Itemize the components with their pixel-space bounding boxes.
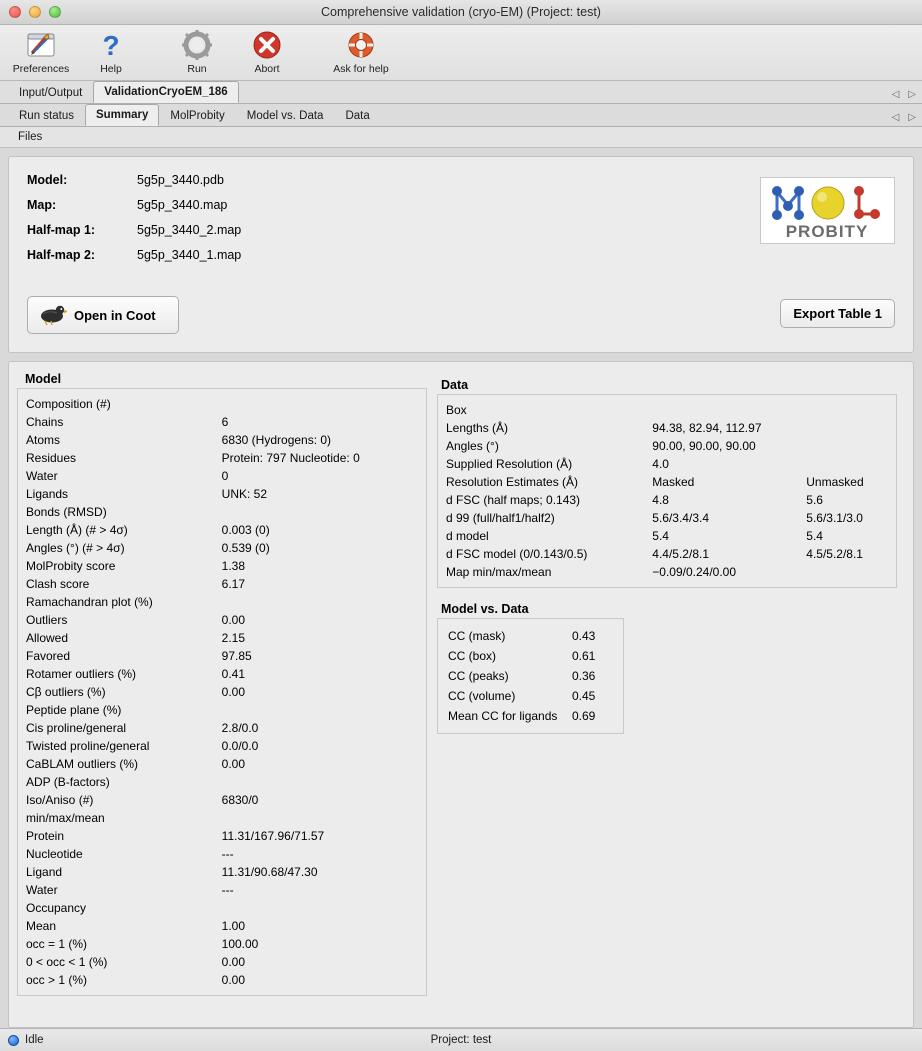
main-content: [0, 148, 922, 1028]
run-label: Run: [187, 63, 207, 75]
table-row: Rotamer outliers (%) 0.41: [26, 667, 246, 681]
tab-run-status[interactable]: Run status: [19, 110, 74, 122]
table-row: Mean CC for ligands 0.69: [448, 709, 596, 723]
data-table: [446, 401, 888, 581]
table-row: Angles (°) 90.00, 90.00, 90.00: [446, 439, 756, 453]
scroll-right-icon[interactable]: ▷: [908, 89, 916, 100]
table-row: ADP (B-factors): [26, 775, 110, 789]
half-map-1-label: Half-map 1:: [27, 223, 96, 237]
table-row: Favored 97.85: [26, 649, 252, 663]
scroll-left-icon[interactable]: ◁: [891, 112, 900, 123]
scroll-left-icon[interactable]: ◁: [891, 89, 900, 100]
table-row: Chains 6: [26, 415, 229, 429]
table-row: Water 0: [26, 469, 229, 483]
run-icon: [180, 28, 214, 62]
table-row: Mean 1.00: [26, 919, 246, 933]
tab-input-output[interactable]: Input/Output: [19, 87, 83, 99]
export-table-1-button[interactable]: Export Table 1: [780, 299, 895, 328]
table-row: MolProbity score 1.38: [26, 559, 246, 573]
map-file-value: 5g5p_3440.map: [137, 198, 228, 212]
right-column: [433, 372, 905, 1019]
files-label: Files: [18, 131, 43, 143]
window-title: Comprehensive validation (cryo-EM) (Project: test): [321, 5, 601, 19]
secondary-tabbar: [0, 104, 922, 127]
table-row: CC (mask) 0.43: [448, 629, 596, 643]
abort-button[interactable]: [232, 25, 302, 75]
table-row: Cis proline/general 2.8/0.0: [26, 721, 259, 735]
minimize-button[interactable]: [29, 6, 41, 18]
table-row: Supplied Resolution (Å) 4.0: [446, 457, 669, 471]
open-in-coot-label: Open in Coot: [74, 307, 156, 323]
half-map-1-value: 5g5p_3440_2.map: [137, 223, 242, 237]
table-row: d FSC model (0/0.143/0.5) 4.4/5.2/8.1 4.5/5.2/8.1: [446, 547, 863, 561]
preferences-label: Preferences: [12, 63, 70, 75]
tab-summary[interactable]: Summary: [85, 104, 159, 126]
primary-tabbar: [0, 81, 922, 104]
preferences-icon: [24, 28, 58, 62]
abort-icon: [250, 28, 284, 62]
run-button[interactable]: [162, 25, 232, 75]
model-table: [26, 395, 418, 989]
toolbar: [0, 25, 922, 81]
coot-bird-icon: [37, 302, 67, 329]
help-label: Help: [100, 63, 122, 75]
primary-tab-scroll-arrows[interactable]: [892, 89, 916, 100]
open-in-coot-button[interactable]: [27, 296, 179, 334]
table-row: Cβ outliers (%) 0.00: [26, 685, 246, 699]
statusbar: [0, 1028, 922, 1051]
table-row: occ = 1 (%) 100.00: [26, 937, 259, 951]
table-row: CC (volume) 0.45: [448, 689, 596, 703]
table-row: occ > 1 (%) 0.00: [26, 973, 246, 987]
tab-molprobity[interactable]: MolProbity: [170, 110, 225, 122]
preferences-button[interactable]: [6, 25, 76, 75]
table-row: d FSC (half maps; 0.143) 4.8 5.6: [446, 493, 823, 507]
help-icon: [94, 28, 128, 62]
table-row: CaBLAM outliers (%) 0.00: [26, 757, 246, 771]
half-map-2-value: 5g5p_3440_1.map: [137, 248, 242, 262]
table-row: Peptide plane (%): [26, 703, 122, 717]
table-row: Length (Å) (# > 4σ) 0.003 (0): [26, 523, 270, 537]
map-file-label: Map:: [27, 198, 57, 212]
files-panel: [8, 156, 914, 353]
abort-label: Abort: [254, 63, 280, 75]
table-row: Angles (°) (# > 4σ) 0.539 (0): [26, 541, 270, 555]
ask-for-help-label: Ask for help: [333, 63, 389, 75]
help-button[interactable]: [76, 25, 146, 75]
table-row: Twisted proline/general 0.0/0.0: [26, 739, 259, 753]
tab-model-vs-data[interactable]: Model vs. Data: [246, 110, 324, 122]
table-row: Clash score 6.17: [26, 577, 246, 591]
table-row: Water ---: [26, 883, 234, 897]
svg-text:?: ?: [102, 30, 120, 61]
table-row: Map min/max/mean −0.09/0.24/0.00: [446, 565, 737, 579]
table-row: Allowed 2.15: [26, 631, 246, 645]
titlebar: [0, 0, 922, 25]
model-file-value: 5g5p_3440.pdb: [137, 173, 224, 187]
tab-validationcryoem[interactable]: ValidationCryoEM_186: [93, 81, 238, 103]
window-controls[interactable]: [0, 6, 61, 18]
table-row: Atoms 6830 (Hydrogens: 0): [26, 433, 332, 447]
status-text: Idle: [25, 1034, 44, 1046]
table-row: Box: [446, 403, 467, 417]
table-row: Occupancy: [26, 901, 87, 915]
table-row: d model 5.4 5.4: [446, 529, 823, 543]
svg-text:PROBITY: PROBITY: [785, 222, 869, 241]
table-row: Ramachandran plot (%): [26, 595, 153, 609]
files-section-header: [0, 127, 922, 148]
table-row: 0 < occ < 1 (%) 0.00: [26, 955, 246, 969]
data-section: [437, 394, 897, 588]
model-vs-data-section: [437, 618, 624, 734]
table-row: Residues Protein: 797 Nucleotide: 0: [26, 451, 360, 465]
data-section-title: Data: [441, 378, 469, 392]
lifering-icon: [344, 28, 378, 62]
table-row: Resolution Estimates (Å) Masked Unmasked: [446, 475, 864, 489]
zoom-button[interactable]: [49, 6, 61, 18]
model-file-label: Model:: [27, 173, 68, 187]
table-row: CC (box) 0.61: [448, 649, 596, 663]
summary-panel: [8, 361, 914, 1028]
molprobity-logo: [760, 177, 895, 244]
model-vs-data-section-title: Model vs. Data: [441, 602, 529, 616]
model-vs-data-table: [446, 625, 597, 727]
table-row: Iso/Aniso (#) 6830/0: [26, 793, 259, 807]
ask-for-help-button[interactable]: [318, 25, 404, 75]
model-section: [17, 388, 427, 996]
table-row: Outliers 0.00: [26, 613, 246, 627]
table-row: Ligand 11.31/90.68/47.30: [26, 865, 318, 879]
table-row: Ligands UNK: 52: [26, 487, 268, 501]
status-dot-icon: [8, 1035, 19, 1046]
table-row: Nucleotide ---: [26, 847, 234, 861]
model-section-title: Model: [25, 372, 62, 386]
status-project-label: Project: test: [430, 1034, 492, 1046]
table-row: Lengths (Å) 94.38, 82.94, 112.97: [446, 421, 762, 435]
table-row: min/max/mean: [26, 811, 105, 825]
table-row: d 99 (full/half1/half2) 5.6/3.4/3.4 5.6/3.1/3.0: [446, 511, 863, 525]
half-map-2-label: Half-map 2:: [27, 248, 96, 262]
scroll-right-icon[interactable]: ▷: [908, 112, 916, 123]
table-row: CC (peaks) 0.36: [448, 669, 596, 683]
secondary-tab-scroll-arrows[interactable]: [892, 112, 916, 123]
tab-data[interactable]: Data: [345, 110, 370, 122]
table-row: Composition (#): [26, 397, 111, 411]
status-indicator: [0, 1034, 44, 1046]
table-row: Bonds (RMSD): [26, 505, 107, 519]
table-row: Protein 11.31/167.96/71.57: [26, 829, 325, 843]
close-button[interactable]: [9, 6, 21, 18]
